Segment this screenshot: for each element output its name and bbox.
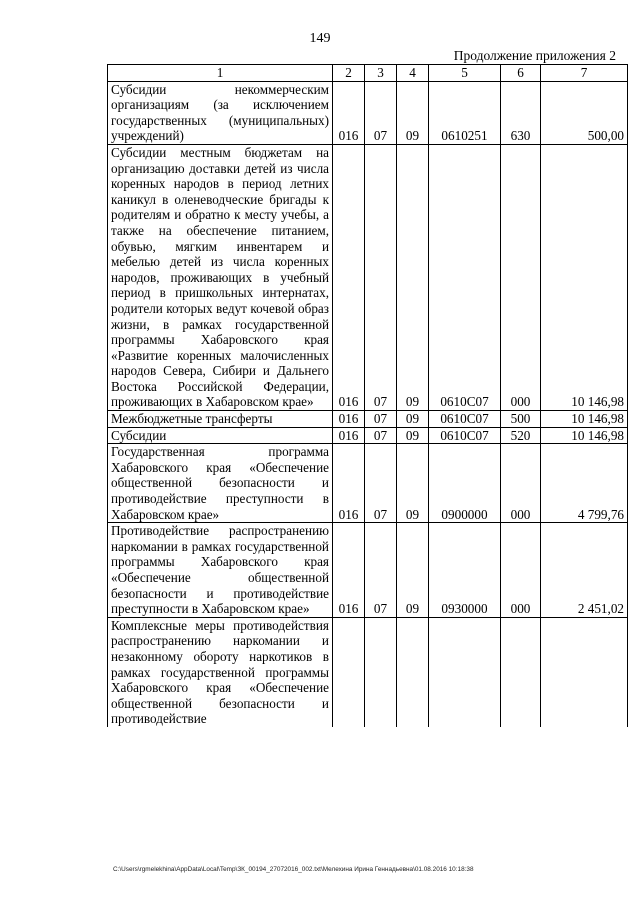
table-row xyxy=(108,444,628,523)
row-subsection: 09 xyxy=(397,411,429,428)
row-name: Субсидии некоммерческим организациям (за исключением государственных (муниципальных) учреждений) xyxy=(108,81,333,144)
row-section: 07 xyxy=(365,144,397,410)
row-section: 07 xyxy=(365,427,397,444)
row-amount: 4 799,76 xyxy=(541,444,628,523)
header-cell: 6 xyxy=(501,65,541,82)
row-target: 0610С07 xyxy=(429,427,501,444)
row-expense-type: 000 xyxy=(501,523,541,618)
row-section: 07 xyxy=(365,411,397,428)
table-row xyxy=(108,144,628,410)
table-row xyxy=(108,427,628,444)
header-cell: 5 xyxy=(429,65,501,82)
row-target xyxy=(429,617,501,727)
row-section xyxy=(365,617,397,727)
table-row xyxy=(108,411,628,428)
header-cell: 7 xyxy=(541,65,628,82)
row-amount: 500,00 xyxy=(541,81,628,144)
row-expense-type: 520 xyxy=(501,427,541,444)
row-code: 016 xyxy=(333,427,365,444)
row-amount: 10 146,98 xyxy=(541,144,628,410)
header-cell: 3 xyxy=(365,65,397,82)
row-code: 016 xyxy=(333,144,365,410)
row-name: Государственная программа Хабаровского края «Обеспечение общественной безопасности и противодействие преступности в Хабаровском крае» xyxy=(108,444,333,523)
table-header-row xyxy=(108,65,628,82)
row-section: 07 xyxy=(365,444,397,523)
row-subsection: 09 xyxy=(397,427,429,444)
row-code: 016 xyxy=(333,81,365,144)
row-amount: 10 146,98 xyxy=(541,427,628,444)
row-expense-type: 000 xyxy=(501,444,541,523)
row-subsection xyxy=(397,617,429,727)
file-path-footer: C:\Users\rgmelekhina\AppData\Local\Temp\ЗК_00194_27072016_002.txt\Мелехина Ирина Геннадьевна\01.08.2016 10:18:38 xyxy=(113,866,474,873)
row-name: Комплексные меры противодействия распространению наркомании и незаконному обороту наркотиков в рамках государственной программы Хабаровского края «Обеспечение общественной безопасности и противодействие xyxy=(108,617,333,727)
row-expense-type: 500 xyxy=(501,411,541,428)
row-name: Субсидии xyxy=(108,427,333,444)
page-number: 149 xyxy=(309,31,331,46)
row-expense-type xyxy=(501,617,541,727)
row-name: Субсидии местным бюджетам на организацию доставки детей из числа коренных народов в период летних каникул в оленеводческие бригады к родителям и обратно к месту учебы, а также на обеспечение питанием, обувью, мягким инвентарем и мебелью детей из числа коренных народов, проживающих в учебный период в пришкольных интернатах, родители которых ведут кочевой образ жизни, в рамках государственной программы Хабаровского края «Развитие коренных малочисленных народов Севера, Сибири и Дальнего Востока Российской Федерации, проживающих в Хабаровском крае» xyxy=(108,144,333,410)
table-row xyxy=(108,617,628,727)
row-expense-type: 630 xyxy=(501,81,541,144)
row-code: 016 xyxy=(333,523,365,618)
header-cell: 1 xyxy=(108,65,333,82)
row-amount xyxy=(541,617,628,727)
row-subsection: 09 xyxy=(397,523,429,618)
row-subsection: 09 xyxy=(397,144,429,410)
row-target: 0610251 xyxy=(429,81,501,144)
row-code: 016 xyxy=(333,444,365,523)
table-row xyxy=(108,81,628,144)
row-expense-type: 000 xyxy=(501,144,541,410)
header-cell: 4 xyxy=(397,65,429,82)
row-target: 0610С07 xyxy=(429,411,501,428)
header-cell: 2 xyxy=(333,65,365,82)
row-section: 07 xyxy=(365,81,397,144)
row-target: 0930000 xyxy=(429,523,501,618)
row-section: 07 xyxy=(365,523,397,618)
continuation-label: Продолжение приложения 2 xyxy=(453,48,616,63)
row-code xyxy=(333,617,365,727)
row-name: Межбюджетные трансферты xyxy=(108,411,333,428)
row-code: 016 xyxy=(333,411,365,428)
table-row xyxy=(108,523,628,618)
row-amount: 2 451,02 xyxy=(541,523,628,618)
budget-table xyxy=(107,64,628,727)
row-subsection: 09 xyxy=(397,81,429,144)
row-target: 0900000 xyxy=(429,444,501,523)
row-amount: 10 146,98 xyxy=(541,411,628,428)
row-target: 0610С07 xyxy=(429,144,501,410)
row-subsection: 09 xyxy=(397,444,429,523)
row-name: Противодействие распространению наркомании в рамках государственной программы Хабаровского края «Обеспечение общественной безопасности и противодействие преступности в Хабаровском крае» xyxy=(108,523,333,618)
